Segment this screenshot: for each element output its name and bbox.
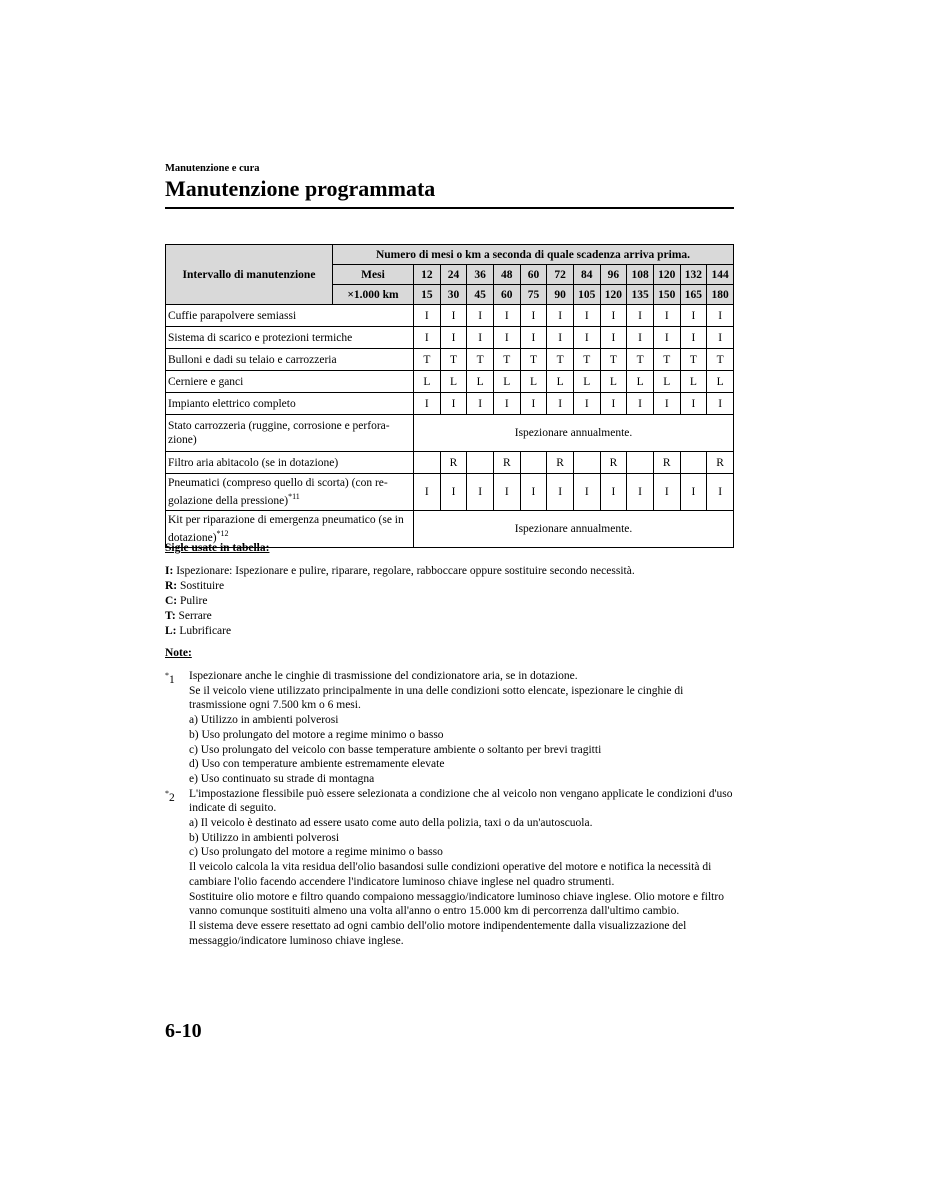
legend-text: Sostituire <box>180 580 225 592</box>
schedule-cell: T <box>440 349 467 371</box>
note-marker <box>165 669 175 688</box>
maintenance-item-label: Pneumatici (compreso quello di scorta) (con re-golazione della pressione) <box>168 477 388 507</box>
schedule-cell: T <box>493 349 520 371</box>
schedule-cell: I <box>493 393 520 415</box>
note-line: c) Uso prolungato del veicolo con basse temperature ambiente o soltanto per brevi tragitti <box>189 743 602 756</box>
table-row <box>166 474 734 511</box>
legend-item <box>165 579 635 594</box>
schedule-cell: I <box>707 474 734 511</box>
table-row <box>166 393 734 415</box>
schedule-cell: I <box>520 474 547 511</box>
schedule-cell: I <box>547 474 574 511</box>
maintenance-item-label: Cuffie parapolvere semiassi <box>168 309 297 322</box>
note-line: L'impostazione flessibile può essere selezionata a condizione che al veicolo non vengano applicate le condizioni d'uso indicate di seguito. <box>189 787 733 815</box>
schedule-cell: I <box>627 474 654 511</box>
notes-list <box>165 669 737 948</box>
legend-list <box>165 564 635 639</box>
note-line: b) Uso prolungato del motore a regime minimo o basso <box>189 728 444 741</box>
km-header-cell: 45 <box>467 285 494 305</box>
schedule-cell: L <box>493 371 520 393</box>
table-row <box>166 452 734 474</box>
schedule-cell: I <box>707 327 734 349</box>
schedule-cell: L <box>680 371 707 393</box>
schedule-cell: I <box>414 474 441 511</box>
km-label: ×1.000 km <box>333 285 414 305</box>
schedule-cell <box>467 452 494 474</box>
legend-item <box>165 609 635 624</box>
schedule-cell: I <box>600 305 627 327</box>
km-header-cell: 30 <box>440 285 467 305</box>
legend-text: Lubrificare <box>179 625 232 637</box>
schedule-cell: I <box>414 305 441 327</box>
schedule-cell: I <box>520 393 547 415</box>
schedule-cell: L <box>440 371 467 393</box>
schedule-cell: R <box>547 452 574 474</box>
km-header-cell: 135 <box>627 285 654 305</box>
maintenance-item-cell <box>166 327 414 349</box>
schedule-cell: I <box>414 393 441 415</box>
months-label: Mesi <box>333 265 414 285</box>
schedule-cell: L <box>520 371 547 393</box>
month-header-cell: 108 <box>627 265 654 285</box>
km-header-cell: 150 <box>653 285 680 305</box>
schedule-cell: T <box>573 349 600 371</box>
table-row <box>166 305 734 327</box>
maintenance-table-body <box>166 305 734 548</box>
schedule-cell: L <box>414 371 441 393</box>
schedule-cell: I <box>414 327 441 349</box>
footnote-ref: *12 <box>216 529 229 539</box>
maintenance-item-label: Impianto elettrico completo <box>168 397 296 410</box>
maintenance-table <box>165 244 734 548</box>
schedule-cell: R <box>440 452 467 474</box>
km-header-cell: 165 <box>680 285 707 305</box>
footnote-ref: *11 <box>288 492 300 502</box>
legend-text: Ispezionare: Ispezionare e pulire, riparare, regolare, rabboccare oppure sostituire secondo necessità. <box>176 565 635 577</box>
schedule-cell: T <box>467 349 494 371</box>
note-number: 1 <box>169 673 175 686</box>
schedule-cell: I <box>493 474 520 511</box>
schedule-cell: T <box>627 349 654 371</box>
schedule-cell: I <box>493 327 520 349</box>
title-divider <box>165 207 734 209</box>
interval-header: Intervallo di manutenzione <box>166 245 333 305</box>
month-header-cell: 36 <box>467 265 494 285</box>
notes-heading: Note: <box>165 647 192 659</box>
annual-inspection-cell: Ispezionare annualmente. <box>414 511 734 548</box>
schedule-cell: I <box>600 474 627 511</box>
maintenance-item-label: Sistema di scarico e protezioni termiche <box>168 331 353 344</box>
maintenance-item-cell <box>166 305 414 327</box>
schedule-cell: I <box>547 393 574 415</box>
km-header-cell: 90 <box>547 285 574 305</box>
month-header-cell: 48 <box>493 265 520 285</box>
schedule-cell <box>627 452 654 474</box>
note-line: e) Uso continuato su strade di montagna <box>189 772 375 785</box>
schedule-cell: I <box>573 327 600 349</box>
maintenance-item-label: Cerniere e ganci <box>168 375 244 388</box>
month-header-cell: 60 <box>520 265 547 285</box>
note-line: c) Uso prolungato del motore a regime minimo o basso <box>189 846 443 859</box>
schedule-cell: T <box>707 349 734 371</box>
schedule-cell: L <box>627 371 654 393</box>
legend-key: T: <box>165 610 176 622</box>
schedule-cell: I <box>680 393 707 415</box>
schedule-cell <box>520 452 547 474</box>
schedule-cell: L <box>547 371 574 393</box>
schedule-cell: I <box>573 474 600 511</box>
legend-item <box>165 624 635 639</box>
schedule-cell: I <box>547 327 574 349</box>
month-header-cell: 72 <box>547 265 574 285</box>
schedule-cell <box>414 452 441 474</box>
schedule-cell: I <box>467 327 494 349</box>
maintenance-item-cell <box>166 371 414 393</box>
schedule-cell: L <box>573 371 600 393</box>
maintenance-item-cell <box>166 393 414 415</box>
schedule-cell: I <box>707 393 734 415</box>
schedule-cell: I <box>547 305 574 327</box>
note-marker <box>165 787 175 806</box>
maintenance-item-label: Filtro aria abitacolo (se in dotazione) <box>168 456 339 469</box>
schedule-cell: I <box>627 327 654 349</box>
maintenance-item-cell <box>166 474 414 511</box>
maintenance-item-label: Kit per riparazione di emergenza pneumatico (se in dotazione) <box>168 514 404 544</box>
note-item <box>165 669 737 787</box>
schedule-header: Numero di mesi o km a seconda di quale scadenza arriva prima. <box>333 245 734 265</box>
schedule-cell: I <box>573 393 600 415</box>
month-header-cell: 132 <box>680 265 707 285</box>
schedule-cell: I <box>653 393 680 415</box>
month-header-cell: 12 <box>414 265 441 285</box>
schedule-cell: I <box>467 305 494 327</box>
schedule-cell: L <box>467 371 494 393</box>
month-header-cell: 84 <box>573 265 600 285</box>
section-label: Manutenzione e cura <box>165 163 260 174</box>
schedule-cell: I <box>440 327 467 349</box>
schedule-cell: I <box>653 305 680 327</box>
legend-key: I: <box>165 565 174 577</box>
page-number: 6-10 <box>165 1020 202 1042</box>
legend-heading: Sigle usate in tabella: <box>165 542 270 554</box>
table-row <box>166 371 734 393</box>
legend-text: Serrare <box>178 610 212 622</box>
table-row <box>166 415 734 452</box>
schedule-cell: I <box>627 393 654 415</box>
note-line: a) Il veicolo è destinato ad essere usato come auto della polizia, taxi o da un'autoscuola. <box>189 817 593 830</box>
schedule-cell: I <box>680 305 707 327</box>
maintenance-item-label: Bulloni e dadi su telaio e carrozzeria <box>168 353 337 366</box>
table-row <box>166 327 734 349</box>
note-line: Ispezionare anche le cinghie di trasmissione del condizionatore aria, se in dotazione. <box>189 670 578 682</box>
km-header-cell: 75 <box>520 285 547 305</box>
maintenance-item-label: Stato carrozzeria (ruggine, corrosione e perfora-zione) <box>168 420 390 446</box>
schedule-cell: I <box>680 474 707 511</box>
schedule-cell: I <box>440 393 467 415</box>
schedule-cell: T <box>653 349 680 371</box>
km-header-cell: 15 <box>414 285 441 305</box>
legend-item <box>165 594 635 609</box>
note-star: * <box>165 788 169 798</box>
schedule-cell: R <box>493 452 520 474</box>
schedule-cell: I <box>680 327 707 349</box>
schedule-cell: T <box>547 349 574 371</box>
schedule-cell <box>573 452 600 474</box>
schedule-cell: I <box>653 474 680 511</box>
note-star: * <box>165 671 169 680</box>
schedule-cell: I <box>440 305 467 327</box>
maintenance-table-head <box>166 245 734 305</box>
note-line: a) Utilizzo in ambienti polverosi <box>189 714 339 727</box>
note-line: b) Utilizzo in ambienti polverosi <box>189 831 340 844</box>
maintenance-item-cell <box>166 452 414 474</box>
note-line: Il veicolo calcola la vita residua dell'olio basandosi sulle condizioni operative del motore e notifica la necessità di cambiare l'olio facendo accendere l'indicatore luminoso chiave inglese nel quadro strumenti. <box>189 861 712 888</box>
schedule-cell: I <box>627 305 654 327</box>
schedule-cell: T <box>680 349 707 371</box>
schedule-cell: I <box>520 327 547 349</box>
km-header-cell: 60 <box>493 285 520 305</box>
note-line: Il sistema deve essere resettato ad ogni cambio dell'olio motore indipendentemente dalla visualizzazione del messaggio/indicatore luminoso chiave inglese. <box>189 919 687 947</box>
maintenance-item-cell <box>166 415 414 452</box>
schedule-cell: L <box>600 371 627 393</box>
note-line: Se il veicolo viene utilizzato principalmente in una delle condizioni sotto elencate, ispezionare le cinghie di trasmissione ogni 7.500 km o 6 mesi. <box>189 684 684 712</box>
legend-key: R: <box>165 580 178 592</box>
page-title: Manutenzione programmata <box>165 176 436 201</box>
legend-text: Pulire <box>180 595 208 607</box>
note-line: Sostituire olio motore e filtro quando compaiono messaggio/indicatore luminoso chiave inglese. Olio motore e filtro vanno comunque sostituiti almeno una volta all'anno o entro 15.000 km di percorrenza dall'ultimo cambio. <box>189 890 724 918</box>
maintenance-item-cell <box>166 349 414 371</box>
note-number: 2 <box>169 791 175 804</box>
schedule-cell: I <box>600 327 627 349</box>
month-header-cell: 120 <box>653 265 680 285</box>
km-header-cell: 120 <box>600 285 627 305</box>
schedule-cell: I <box>467 474 494 511</box>
schedule-cell: I <box>653 327 680 349</box>
schedule-cell: R <box>707 452 734 474</box>
month-header-cell: 96 <box>600 265 627 285</box>
schedule-cell: L <box>707 371 734 393</box>
schedule-cell: I <box>493 305 520 327</box>
schedule-cell: R <box>600 452 627 474</box>
legend-key: L: <box>165 625 177 637</box>
schedule-cell: I <box>600 393 627 415</box>
schedule-cell: T <box>600 349 627 371</box>
schedule-cell: T <box>520 349 547 371</box>
legend-key: C: <box>165 595 178 607</box>
month-header-cell: 144 <box>707 265 734 285</box>
note-line: d) Uso con temperature ambiente estremamente elevate <box>189 758 445 771</box>
annual-inspection-cell: Ispezionare annualmente. <box>414 415 734 452</box>
schedule-cell: R <box>653 452 680 474</box>
schedule-cell: T <box>414 349 441 371</box>
schedule-cell: I <box>520 305 547 327</box>
schedule-cell <box>680 452 707 474</box>
note-item <box>165 787 737 949</box>
table-row <box>166 349 734 371</box>
schedule-cell: I <box>707 305 734 327</box>
schedule-cell: L <box>653 371 680 393</box>
km-header-cell: 180 <box>707 285 734 305</box>
schedule-cell: I <box>440 474 467 511</box>
month-header-cell: 24 <box>440 265 467 285</box>
schedule-cell: I <box>573 305 600 327</box>
km-header-cell: 105 <box>573 285 600 305</box>
schedule-cell: I <box>467 393 494 415</box>
legend-item <box>165 564 635 579</box>
